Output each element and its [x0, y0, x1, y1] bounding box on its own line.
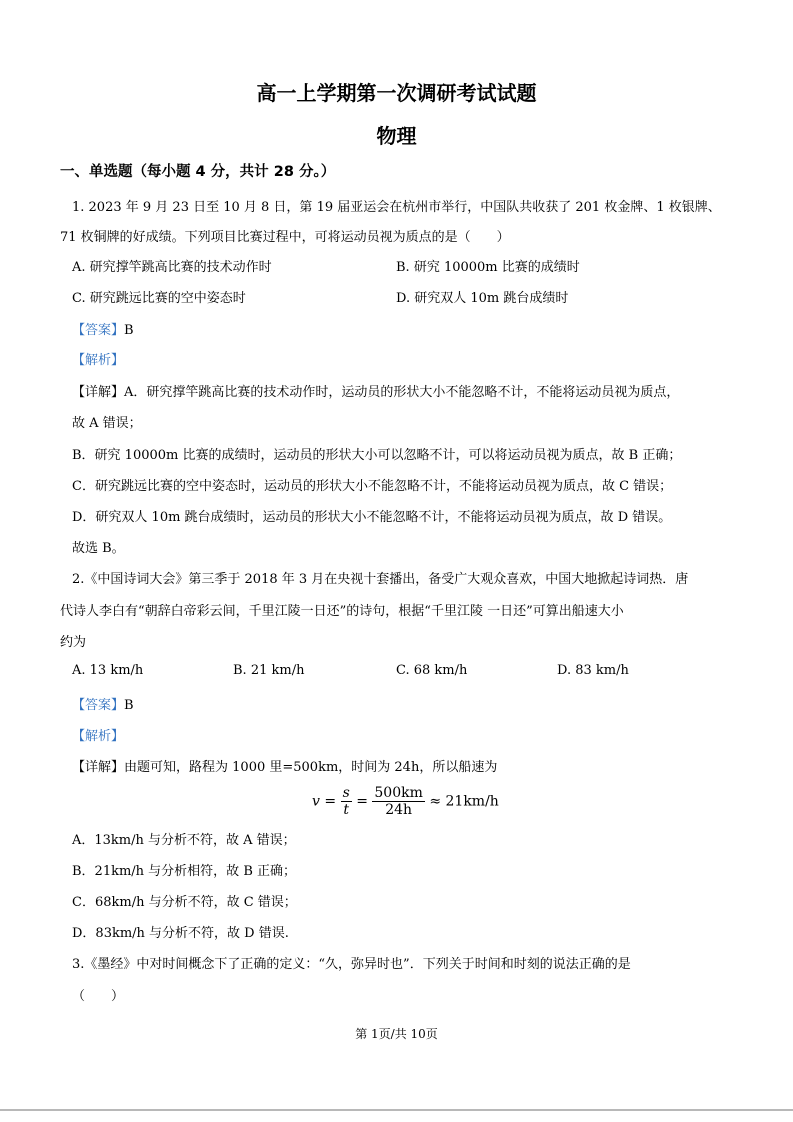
- q1-stem-line1: 1. 2023 年 9 月 23 日至 10 月 8 日，第 19 届亚运会在杭州市举行，中国队共收获了 201 枚金牌、1 枚银牌、: [72, 200, 721, 215]
- q2-answer: [72, 694, 134, 713]
- q1-answer-tag: 【答案】: [72, 323, 125, 338]
- formula-distance: 500km: [374, 785, 423, 801]
- q2-analysis-d: D．83km/h 与分析不符，故 D 错误.: [72, 926, 289, 941]
- q2-stem-line1: 2.《中国诗词大会》第三季于 2018 年 3 月在央视十套播出，备受广大观众喜欢，中国大地掀起诗词热．唐: [72, 572, 689, 587]
- q1-option-a: A. 研究撑竿跳高比赛的技术动作时: [72, 260, 272, 275]
- q2-option-a: A. 13 km/h: [72, 663, 144, 678]
- q1-detail-line2: 故 A 错误；: [72, 416, 142, 431]
- q2-analysis-tag: 【解析】: [72, 729, 125, 744]
- formula-time: 24h: [385, 802, 413, 818]
- q1-detail-tag: 【详解】: [72, 385, 125, 400]
- q2-answer-tag: 【答案】: [72, 698, 125, 713]
- formula-fraction-values: [372, 785, 424, 818]
- q1-analysis-tag: 【解析】: [72, 353, 125, 368]
- q1-stem-line2: 71 枚铜牌的好成绩。下列项目比赛过程中，可将运动员视为质点的是（ ）: [60, 230, 510, 245]
- subject-title: 物理: [376, 124, 417, 148]
- q2-answer-value: B: [124, 698, 134, 713]
- q3-stem-line1: 3.《墨经》中对时间概念下了正确的定义：“久，弥异时也”．下列关于时间和时刻的说法正确的是: [72, 957, 631, 972]
- formula-s: s: [342, 785, 350, 801]
- q2-stem-line2: 代诗人李白有“朝辞白帝彩云间，千里江陵一日还”的诗句，根据“千里江陵 一日还”可算出船速大小: [60, 604, 624, 619]
- formula-fraction-s-t: [341, 785, 352, 818]
- q2-analysis-c: C．68km/h 与分析不符，故 C 错误；: [72, 895, 297, 910]
- q1-detail-line5: D．研究双人 10m 跳台成绩时，运动员的形状大小不能忽略不计，不能将运动员视为质点，故 D 错误。: [72, 510, 672, 525]
- q1-detail-text: A．研究撑竿跳高比赛的技术动作时，运动员的形状大小不能忽略不计，不能将运动员视为质点，: [124, 385, 680, 400]
- page-title: 高一上学期第一次调研考试试题: [256, 81, 537, 105]
- q2-analysis-a: A．13km/h 与分析不符，故 A 错误；: [72, 833, 296, 848]
- q3-stem-line2: （ ）: [72, 989, 125, 1004]
- q1-option-c: C. 研究跳远比赛的空中姿态时: [72, 291, 246, 306]
- q1-detail-line4: C．研究跳远比赛的空中姿态时，运动员的形状大小不能忽略不计，不能将运动员视为质点，故 C 错误；: [72, 479, 673, 494]
- formula-t: t: [343, 802, 349, 818]
- q2-detail-line1: [72, 756, 497, 775]
- q1-answer-value: B: [124, 323, 134, 338]
- formula-result: ≈ 21km/h: [429, 793, 499, 810]
- q1-conclusion: 故选 B。: [72, 541, 125, 556]
- q2-analysis-b: B．21km/h 与分析相符，故 B 正确；: [72, 864, 297, 879]
- q1-answer: [72, 319, 134, 338]
- q1-option-d: D. 研究双人 10m 跳台成绩时: [396, 291, 569, 306]
- q2-detail-tag: 【详解】: [72, 760, 125, 775]
- formula-v: v: [312, 793, 320, 810]
- q1-option-b: B. 研究 10000m 比赛的成绩时: [396, 260, 580, 275]
- q2-stem-line3: 约为: [60, 635, 87, 650]
- q2-option-c: C. 68 km/h: [396, 663, 468, 678]
- section-heading: 一、单选题（每小题 4 分，共计 28 分。）: [60, 164, 336, 180]
- q2-option-b: B. 21 km/h: [233, 663, 305, 678]
- page-bottom-divider: [0, 1109, 793, 1111]
- q2-detail-text: 由题可知，路程为 1000 里=500km，时间为 24h，所以船速为: [124, 760, 498, 775]
- speed-formula: [312, 785, 499, 818]
- q1-detail-line1: [72, 381, 679, 400]
- q1-detail-line3: B．研究 10000m 比赛的成绩时，运动员的形状大小可以忽略不计，可以将运动员视为质点，故 B 正确；: [72, 448, 682, 463]
- formula-eq2: =: [356, 793, 368, 810]
- formula-eq1: =: [324, 793, 337, 810]
- page-footer: 第 1页/共 10页: [355, 1027, 438, 1041]
- q2-option-d: D. 83 km/h: [557, 663, 629, 678]
